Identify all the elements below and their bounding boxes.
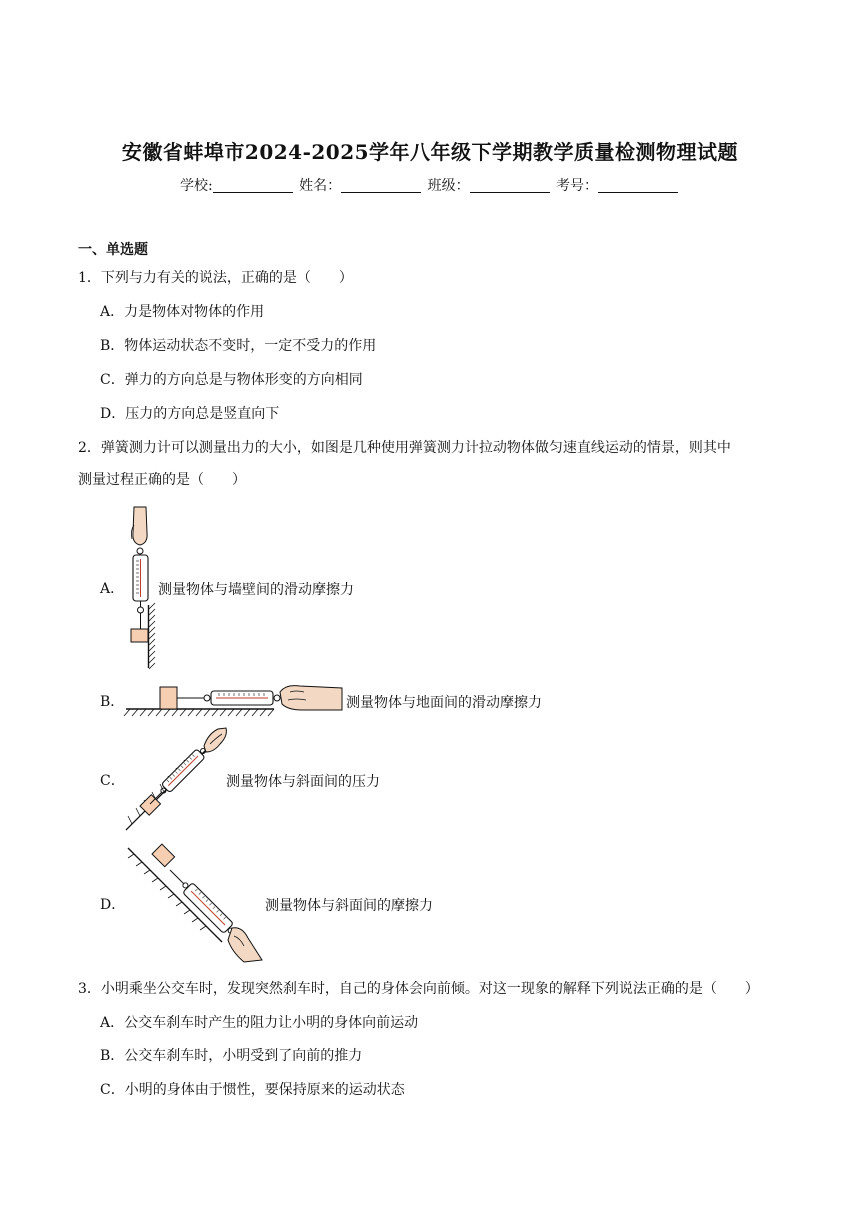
section-heading: 一、单选题 <box>78 242 148 258</box>
exam-no-label: 考号： <box>556 178 599 194</box>
name-blank[interactable] <box>341 178 421 193</box>
q2-option-a-caption: 测量物体与墙壁间的滑动摩擦力 <box>158 582 354 598</box>
q2-option-c-caption: 测量物体与斜面间的压力 <box>226 774 380 790</box>
question-1-stem: 1．下列与力有关的说法，正确的是（ ） <box>78 270 353 286</box>
q1-option-d: D．压力的方向总是竖直向下 <box>100 406 280 422</box>
q1-option-c: C．弹力的方向总是与物体形变的方向相同 <box>100 372 363 388</box>
class-blank[interactable] <box>470 178 550 193</box>
student-info-line <box>0 175 860 195</box>
question-2-stem-line2: 测量过程正确的是（ ） <box>78 472 246 488</box>
q2-option-d-caption: 测量物体与斜面间的摩擦力 <box>265 898 433 914</box>
q3-option-b: B．公交车刹车时，小明受到了向前的推力 <box>100 1048 363 1064</box>
question-3-stem: 3．小明乘坐公交车时，发现突然刹车时，自己的身体会向前倾。对这一现象的解释下列说法正确的是（ ） <box>78 981 759 997</box>
school-label: 学校: <box>179 178 213 194</box>
school-blank[interactable] <box>213 178 293 193</box>
name-label: 姓名： <box>299 178 342 194</box>
q2-option-c-letter: C． <box>100 773 125 789</box>
q2-option-d-letter: D． <box>100 897 126 913</box>
page-title: 安徽省蚌埠市2024-2025学年八年级下学期教学质量检测物理试题 <box>121 140 739 164</box>
exam-no-blank[interactable] <box>598 178 678 193</box>
q1-option-a: A．力是物体对物体的作用 <box>100 304 265 320</box>
q2-option-a-letter: A． <box>100 581 125 597</box>
q3-option-c: C．小明的身体由于惯性，要保持原来的运动状态 <box>100 1082 405 1098</box>
q2-figure-b <box>124 678 346 718</box>
question-2-stem-line1: 2．弹簧测力计可以测量出力的大小，如图是几种使用弹簧测力计拉动物体做匀速直线运动的情景，则其中 <box>78 440 731 456</box>
q3-option-a: A．公交车刹车时产生的阻力让小明的身体向前运动 <box>100 1015 419 1031</box>
q2-option-b-caption: 测量物体与地面间的滑动摩擦力 <box>346 695 542 711</box>
q2-option-b-letter: B． <box>100 694 125 710</box>
q2-figure-d <box>124 842 266 964</box>
q1-option-b: B．物体运动状态不变时，一定不受力的作用 <box>100 338 377 354</box>
class-label: 班级： <box>427 178 470 194</box>
q2-figure-c <box>122 726 232 834</box>
